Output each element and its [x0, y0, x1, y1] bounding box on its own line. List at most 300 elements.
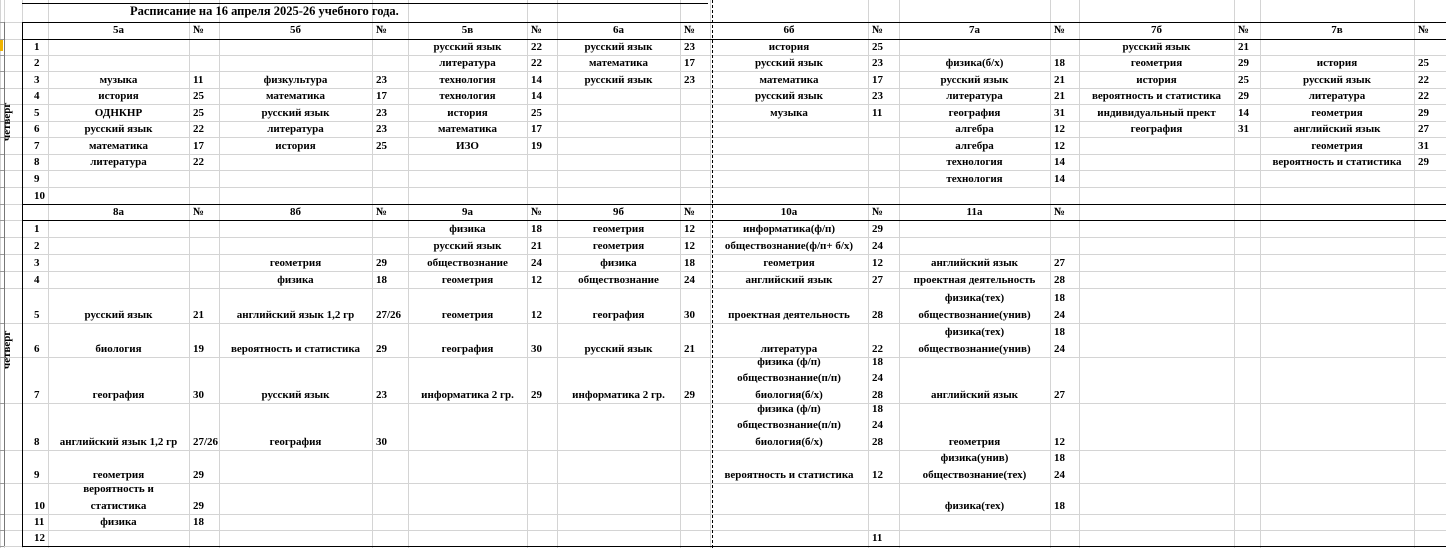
room-number: 30	[531, 342, 542, 355]
lesson-subject: технология	[439, 73, 496, 86]
lesson-subject	[557, 450, 680, 483]
lesson-subject: вероятность и статистика	[1272, 155, 1402, 168]
room-number	[680, 483, 710, 514]
room-number: 25	[193, 89, 204, 102]
lesson-subject	[899, 514, 1050, 530]
room-number: 21	[684, 342, 695, 355]
room-number	[868, 483, 899, 514]
lesson-subject	[48, 187, 189, 204]
room-number	[527, 514, 557, 530]
day-label: четверг	[1, 330, 13, 369]
room-number: 12	[531, 273, 542, 286]
lesson-subject: физика (ф/п) обществознание(п/п) биология(б/х)	[737, 402, 841, 448]
lesson-subject: русский язык	[584, 342, 653, 355]
room-number: 12	[872, 468, 883, 481]
room-number: 28	[1054, 273, 1065, 286]
lesson-subject: технология	[946, 172, 1003, 185]
lesson-subject: геометрия	[441, 308, 494, 321]
row-header-tick	[0, 55, 4, 56]
lesson-subject: литература	[90, 155, 147, 168]
room-number	[680, 530, 710, 546]
room-number	[372, 154, 408, 170]
room-number: 14	[1054, 155, 1065, 168]
lesson-subject: география	[948, 106, 1001, 119]
lesson-subject: физика(тех) обществознание(унив)	[918, 292, 1031, 321]
lesson-subject: география	[441, 342, 494, 355]
lesson-subject: литература	[760, 342, 818, 355]
lesson-number: 5	[34, 106, 40, 119]
lesson-subject	[48, 39, 189, 55]
class-header-7в: 7в	[1331, 24, 1343, 37]
num-header: №	[531, 205, 543, 218]
lesson-subject	[557, 154, 680, 170]
lesson-subject: ОДНКНР	[94, 106, 143, 119]
room-number: 14	[1238, 106, 1249, 119]
row-header-accent	[0, 40, 3, 51]
lesson-subject	[408, 187, 527, 204]
lesson-subject: математика	[89, 139, 148, 152]
lesson-subject: вероятность и статистика	[724, 468, 854, 481]
room-number: 17	[531, 122, 542, 135]
row-header-tick	[0, 88, 4, 89]
lesson-subject: русский язык	[433, 239, 502, 252]
room-number: 18 24	[1054, 326, 1065, 355]
room-number	[1234, 137, 1260, 154]
room-number: 18 24	[1054, 292, 1065, 321]
room-number: 17	[376, 89, 387, 102]
lesson-subject: физика(тех) обществознание(унив)	[918, 326, 1031, 355]
lesson-subject	[219, 530, 372, 546]
lesson-number: 7	[34, 388, 40, 401]
lesson-subject	[710, 170, 868, 187]
room-number: 31	[1418, 139, 1429, 152]
lesson-number: 9	[34, 468, 40, 481]
room-number	[189, 220, 219, 237]
room-number	[372, 530, 408, 546]
lesson-subject: обществознание	[578, 273, 659, 286]
room-number: 27	[1054, 256, 1065, 269]
room-number: 11	[193, 73, 204, 86]
room-number	[527, 154, 557, 170]
lesson-number: 7	[34, 139, 40, 152]
room-number: 19	[531, 139, 542, 152]
room-number: 29	[684, 388, 695, 401]
lesson-subject	[557, 187, 680, 204]
room-number: 18 24	[1054, 452, 1065, 481]
room-number: 14	[1054, 172, 1065, 185]
room-number: 29	[872, 222, 883, 235]
lesson-subject	[1260, 39, 1414, 55]
room-number: 17	[872, 73, 883, 86]
num-header: №	[872, 24, 884, 37]
lesson-subject: алгебра	[955, 122, 994, 135]
lesson-subject	[899, 220, 1050, 237]
room-number	[1234, 170, 1260, 187]
num-header: №	[193, 24, 205, 37]
room-number: 12	[1054, 435, 1065, 448]
class-header-9а: 9а	[462, 205, 473, 218]
lesson-subject: физика	[100, 515, 137, 528]
lesson-subject: геометрия	[1311, 139, 1363, 152]
room-number	[189, 55, 219, 71]
lesson-subject	[408, 154, 527, 170]
room-number	[372, 170, 408, 187]
room-number	[1050, 530, 1079, 546]
room-number: 24	[531, 256, 542, 269]
lesson-subject	[1079, 137, 1234, 154]
row-header-tick	[0, 39, 4, 40]
room-number	[1414, 187, 1446, 204]
lesson-number: 1	[34, 222, 40, 235]
lesson-subject	[1079, 154, 1234, 170]
class-header-11а: 11а	[966, 205, 983, 218]
row-header-tick	[0, 71, 4, 72]
lesson-number: 8	[34, 155, 40, 168]
lesson-subject: музыка	[770, 106, 808, 119]
room-number	[527, 170, 557, 187]
room-number: 23	[872, 56, 883, 69]
lesson-number: 4	[34, 89, 40, 102]
lesson-subject: геометрия	[1130, 56, 1183, 69]
room-number: 23	[376, 388, 387, 401]
lesson-subject	[408, 483, 527, 514]
row-header-tick	[0, 450, 4, 451]
lesson-subject: русский язык	[1303, 73, 1371, 86]
room-number	[680, 403, 710, 450]
lesson-subject: английский язык	[1293, 122, 1381, 135]
row-header-tick	[0, 22, 4, 23]
room-number: 18 24 28	[872, 355, 883, 401]
lesson-subject	[557, 483, 680, 514]
num-header: №	[684, 24, 696, 37]
lesson-number: 3	[34, 256, 40, 269]
lesson-subject: русский язык	[940, 73, 1009, 86]
lesson-subject: история	[1316, 56, 1358, 69]
lesson-subject	[899, 530, 1050, 546]
lesson-subject: информатика(ф/п)	[742, 222, 836, 235]
room-number: 29	[531, 388, 542, 401]
lesson-subject: география	[1130, 122, 1183, 135]
room-number: 23	[376, 106, 387, 119]
lesson-subject	[48, 254, 189, 271]
lesson-subject	[710, 121, 868, 137]
lesson-subject: технология	[946, 155, 1003, 168]
room-number: 17	[684, 56, 695, 69]
lesson-number: 8	[34, 435, 40, 448]
room-number: 21	[1238, 40, 1249, 53]
lesson-subject: информатика 2 гр.	[421, 388, 514, 401]
room-number: 17	[193, 139, 204, 152]
row-header-tick	[0, 514, 4, 515]
class-header-5в: 5в	[461, 24, 474, 37]
lesson-subject	[710, 514, 868, 530]
row-header-tick	[0, 237, 4, 238]
lesson-subject	[1079, 187, 1234, 204]
lesson-subject: русский язык	[433, 40, 502, 53]
page-title: Расписание на 16 апреля 2025-26 учебного года.	[130, 4, 399, 18]
num-header: №	[531, 24, 543, 37]
room-number: 22	[1418, 73, 1429, 86]
room-number: 11	[872, 106, 883, 119]
lesson-subject	[557, 403, 680, 450]
num-header: №	[684, 205, 696, 218]
lesson-subject	[557, 530, 680, 546]
lesson-subject: география	[592, 308, 645, 321]
lesson-subject	[408, 170, 527, 187]
room-number: 21	[531, 239, 542, 252]
lesson-subject: английский язык 1,2 гр	[236, 308, 355, 321]
row-header-tick	[0, 288, 4, 289]
room-number	[680, 137, 710, 154]
row-header-tick	[0, 530, 4, 531]
class-header-9б: 9б	[613, 205, 624, 218]
num-header: №	[376, 205, 388, 218]
lesson-subject: вероятность и статистика	[230, 342, 361, 355]
room-number	[527, 450, 557, 483]
class-header-8а: 8а	[113, 205, 124, 218]
lesson-subject: геометрия	[592, 239, 645, 252]
lesson-subject	[710, 137, 868, 154]
lesson-subject: вероятность и статистика	[1091, 89, 1222, 102]
room-number: 29	[376, 256, 387, 269]
lesson-subject: русский язык	[584, 40, 653, 53]
room-number: 21	[1054, 89, 1065, 102]
room-number: 24	[872, 239, 883, 252]
lesson-subject: индивидуальный прект	[1097, 106, 1216, 119]
lesson-subject	[899, 237, 1050, 254]
num-header: №	[1054, 24, 1066, 37]
lesson-subject: русский язык	[261, 388, 330, 401]
class-header-5б: 5б	[290, 24, 301, 37]
room-number: 18	[531, 222, 542, 235]
lesson-subject	[219, 450, 372, 483]
row-header-tick	[0, 546, 4, 547]
room-number	[189, 530, 219, 546]
class-header-6б: 6б	[783, 24, 795, 37]
lesson-subject	[48, 237, 189, 254]
room-number: 28	[872, 308, 883, 321]
lesson-subject: физика (ф/п) обществознание(п/п) биология(б/х)	[737, 355, 841, 401]
lesson-subject: физика(унив) обществознание(тех)	[922, 452, 1027, 481]
lesson-subject: геометрия	[441, 273, 494, 286]
lesson-number: 6	[34, 122, 40, 135]
room-number	[1234, 154, 1260, 170]
room-number	[1050, 237, 1079, 254]
lesson-subject: геометрия	[1311, 106, 1363, 119]
lesson-number: 3	[34, 73, 40, 86]
room-number	[1050, 187, 1079, 204]
lesson-subject: физика	[600, 256, 637, 269]
room-number	[680, 104, 710, 121]
lesson-subject	[899, 39, 1050, 55]
lesson-subject: математика	[759, 73, 819, 86]
room-number	[372, 39, 408, 55]
room-number	[527, 530, 557, 546]
room-number: 12	[531, 308, 542, 321]
lesson-number: 2	[34, 239, 40, 252]
room-number: 29	[1418, 155, 1429, 168]
room-number	[680, 88, 710, 104]
lesson-number: 10	[34, 499, 45, 512]
num-header: №	[1238, 24, 1250, 37]
lesson-subject: проектная деятельность	[728, 308, 850, 321]
lesson-subject: геометрия	[269, 256, 322, 269]
class-header-7б: 7б	[1151, 24, 1162, 37]
lesson-subject: физика	[277, 273, 314, 286]
lesson-subject	[557, 170, 680, 187]
room-number: 30	[376, 435, 387, 448]
room-number: 25	[1238, 73, 1249, 86]
lesson-subject	[1260, 187, 1414, 204]
lesson-subject: обществознание	[427, 256, 508, 269]
row-header-tick	[0, 154, 4, 155]
room-number: 29	[1418, 106, 1429, 119]
num-header: №	[1418, 24, 1430, 37]
lesson-subject: информатика 2 гр.	[572, 388, 665, 401]
lesson-number: 1	[34, 40, 40, 53]
room-number: 22	[193, 155, 204, 168]
room-number	[680, 187, 710, 204]
room-number	[189, 271, 219, 288]
lesson-number: 12	[34, 531, 45, 544]
lesson-subject: математика	[266, 89, 325, 102]
lesson-subject: английский язык	[930, 256, 1019, 269]
num-header: №	[872, 205, 884, 218]
border-line	[22, 3, 708, 4]
lesson-subject: обществознание(ф/п+ б/х)	[724, 239, 854, 252]
lesson-subject: русский язык	[261, 106, 330, 119]
room-number	[527, 187, 557, 204]
room-number	[372, 220, 408, 237]
lesson-number: 10	[34, 189, 45, 202]
lesson-subject: проектная деятельность	[913, 273, 1036, 286]
lesson-number: 6	[34, 342, 40, 355]
lesson-subject: математика	[438, 122, 497, 135]
room-number	[372, 237, 408, 254]
room-number: 27/26	[193, 435, 219, 448]
room-number: 25	[531, 106, 542, 119]
room-number: 31	[1054, 106, 1065, 119]
lesson-subject: физика(б/х)	[945, 56, 1004, 69]
row-header-tick	[0, 271, 4, 272]
room-number: 14	[531, 73, 542, 86]
lesson-subject: история	[98, 89, 139, 102]
lesson-subject: биология	[95, 342, 142, 355]
num-header: №	[376, 24, 388, 37]
room-number: 11	[872, 531, 883, 544]
lesson-subject	[710, 530, 868, 546]
lesson-subject	[1260, 170, 1414, 187]
lesson-subject: английский язык 1,2 гр	[59, 435, 178, 448]
lesson-subject: русский язык	[755, 56, 823, 69]
room-number	[1050, 220, 1079, 237]
room-number: 29	[376, 342, 387, 355]
room-number	[868, 121, 899, 137]
lesson-subject: литература	[439, 56, 496, 69]
room-number: 29	[1238, 89, 1249, 102]
lesson-subject	[48, 55, 189, 71]
room-number	[189, 170, 219, 187]
num-header: №	[1054, 205, 1066, 218]
room-number: 22	[531, 40, 542, 53]
lesson-subject	[408, 514, 527, 530]
row-header-tick	[0, 254, 4, 255]
room-number	[372, 187, 408, 204]
lesson-number: 9	[34, 172, 40, 185]
lesson-subject: геометрия	[92, 468, 145, 481]
room-number: 29	[193, 499, 204, 512]
room-number	[189, 254, 219, 271]
room-number: 18	[376, 273, 387, 286]
lesson-subject: география	[269, 435, 322, 448]
room-number: 21	[193, 308, 204, 321]
room-number: 29	[193, 468, 204, 481]
lesson-subject	[557, 88, 680, 104]
lesson-subject: математика	[589, 56, 648, 69]
lesson-subject: история	[275, 139, 316, 152]
room-number: 24	[684, 273, 695, 286]
lesson-subject: технология	[439, 89, 496, 102]
room-number	[868, 137, 899, 154]
room-number: 25	[376, 139, 387, 152]
room-number	[372, 55, 408, 71]
room-number	[1234, 187, 1260, 204]
lesson-subject	[408, 450, 527, 483]
room-number	[189, 187, 219, 204]
lesson-subject	[219, 154, 372, 170]
lesson-subject	[219, 483, 372, 514]
room-number: 27	[1418, 122, 1429, 135]
room-number: 25	[872, 40, 883, 53]
lesson-subject: русский язык	[1122, 40, 1191, 53]
row-header-tick	[0, 323, 4, 324]
room-number: 18	[684, 256, 695, 269]
lesson-subject	[219, 514, 372, 530]
room-number: 14	[531, 89, 542, 102]
room-number	[372, 514, 408, 530]
class-header-8б: 8б	[290, 205, 301, 218]
lesson-number: 2	[34, 56, 40, 69]
room-number: 23	[872, 89, 883, 102]
lesson-subject: физика(тех)	[944, 499, 1005, 512]
lesson-subject: история	[1136, 73, 1177, 86]
lesson-number: 5	[34, 308, 40, 321]
lesson-subject: физика	[449, 222, 486, 235]
room-number: 31	[1238, 122, 1249, 135]
room-number	[1414, 39, 1446, 55]
room-number	[189, 237, 219, 254]
lesson-number: 4	[34, 273, 40, 286]
lesson-subject: литература	[267, 122, 324, 135]
room-number: 12	[1054, 122, 1065, 135]
lesson-subject	[710, 187, 868, 204]
lesson-subject	[710, 154, 868, 170]
lesson-subject: вероятность и статистика	[83, 483, 154, 512]
lesson-subject	[48, 220, 189, 237]
room-number	[372, 483, 408, 514]
room-number: 25	[1418, 56, 1429, 69]
gridline-col	[0, 0, 1, 548]
row-header-tick	[0, 204, 4, 205]
room-number	[1050, 514, 1079, 530]
room-number	[527, 483, 557, 514]
lesson-subject	[408, 530, 527, 546]
room-number	[868, 514, 899, 530]
num-header: №	[193, 205, 205, 218]
class-header-6а: 6а	[613, 24, 624, 37]
room-number	[1050, 39, 1079, 55]
lesson-subject	[899, 187, 1050, 204]
